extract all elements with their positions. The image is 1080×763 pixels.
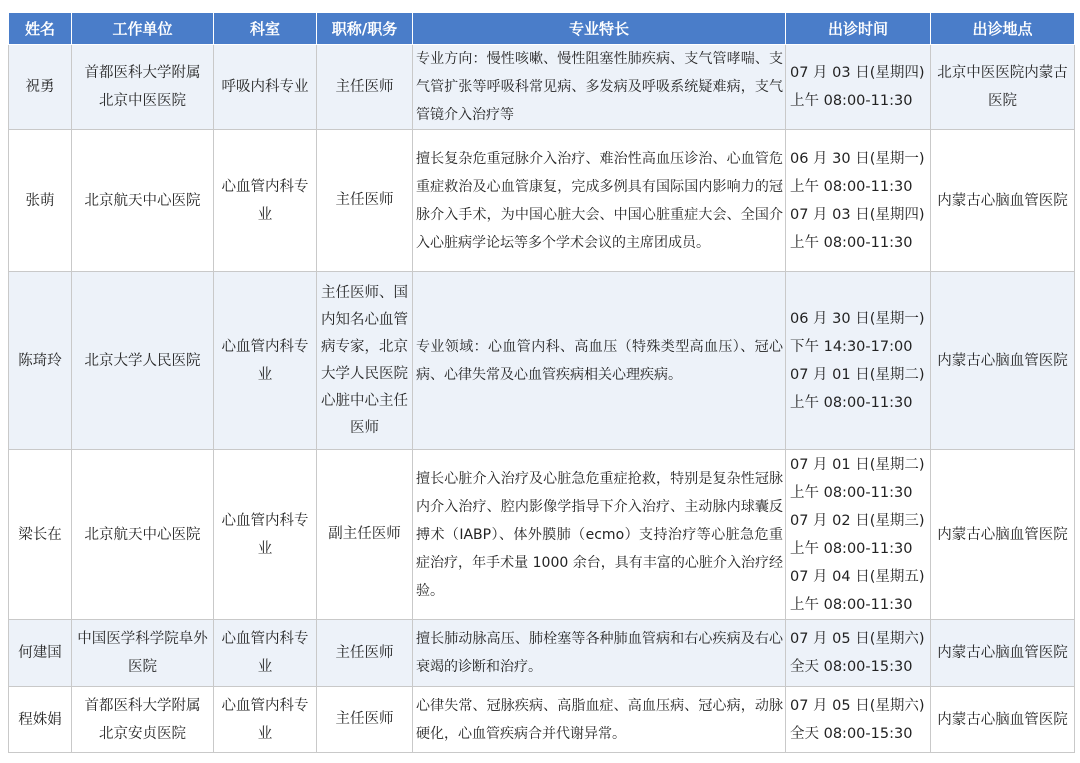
doctor-name: 张萌 bbox=[9, 130, 72, 272]
specialty: 擅长肺动脉高压、肺栓塞等各种肺血管病和右心疾病及右心衰竭的诊断和治疗。 bbox=[413, 620, 786, 687]
job-title: 主任医师、国内知名心血管病专家，北京大学人民医院心脏中心主任医师 bbox=[317, 272, 413, 450]
department: 心血管内科专业 bbox=[214, 620, 317, 687]
specialty: 专业领域：心血管内科、高血压（特殊类型高血压）、冠心病、心律失常及心血管疾病相关心理疾病。 bbox=[413, 272, 786, 450]
work-unit: 北京航天中心医院 bbox=[72, 450, 214, 620]
work-unit: 北京航天中心医院 bbox=[72, 130, 214, 272]
clinic-time: 07 月 03 日(星期四) 上午 08:00-11:30 bbox=[786, 45, 931, 130]
table-row bbox=[9, 687, 1075, 753]
clinic-time: 07 月 05 日(星期六) 全天 08:00-15:30 bbox=[786, 687, 931, 753]
specialty: 心律失常、冠脉疾病、高脂血症、高血压病、冠心病，动脉硬化，心血管疾病合并代谢异常。 bbox=[413, 687, 786, 753]
job-title: 主任医师 bbox=[317, 130, 413, 272]
work-unit: 中国医学科学院阜外医院 bbox=[72, 620, 214, 687]
doctor-name: 梁长在 bbox=[9, 450, 72, 620]
header-specialty: 专业特长 bbox=[413, 13, 786, 45]
specialty: 专业方向：慢性咳嗽、慢性阻塞性肺疾病、支气管哮喘、支气管扩张等呼吸科常见病、多发病及呼吸系统疑难病，支气管镜介入治疗等 bbox=[413, 45, 786, 130]
department: 心血管内科专业 bbox=[214, 687, 317, 753]
doctor-name: 何建国 bbox=[9, 620, 72, 687]
table-header-row bbox=[9, 13, 1075, 45]
specialty: 擅长复杂危重冠脉介入治疗、难治性高血压诊治、心血管危重症救治及心血管康复，完成多例具有国际国内影响力的冠脉介入手术，为中国心脏大会、中国心脏重症大会、全国介入心脏病学论坛等多个学术会议的主席团成员。 bbox=[413, 130, 786, 272]
table-row bbox=[9, 272, 1075, 450]
table-row bbox=[9, 45, 1075, 130]
doctor-name: 陈琦玲 bbox=[9, 272, 72, 450]
clinic-location: 内蒙古心脑血管医院 bbox=[931, 620, 1075, 687]
department: 呼吸内科专业 bbox=[214, 45, 317, 130]
job-title: 副主任医师 bbox=[317, 450, 413, 620]
schedule-table bbox=[8, 12, 1075, 753]
doctor-name: 祝勇 bbox=[9, 45, 72, 130]
specialty: 擅长心脏介入治疗及心脏急危重症抢救，特别是复杂性冠脉内介入治疗、腔内影像学指导下介入治疗、主动脉内球囊反搏术（IABP）、体外膜肺（ecmo）支持治疗等心脏急危重症治疗，年手术量 1000 余台，具有丰富的心脏介入治疗经验。 bbox=[413, 450, 786, 620]
header-location: 出诊地点 bbox=[931, 13, 1075, 45]
header-time: 出诊时间 bbox=[786, 13, 931, 45]
table-row bbox=[9, 450, 1075, 620]
header-unit: 工作单位 bbox=[72, 13, 214, 45]
job-title: 主任医师 bbox=[317, 45, 413, 130]
clinic-time: 07 月 05 日(星期六) 全天 08:00-15:30 bbox=[786, 620, 931, 687]
clinic-location: 内蒙古心脑血管医院 bbox=[931, 272, 1075, 450]
header-title: 职称/职务 bbox=[317, 13, 413, 45]
work-unit: 首都医科大学附属 北京安贞医院 bbox=[72, 687, 214, 753]
work-unit: 首都医科大学附属 北京中医医院 bbox=[72, 45, 214, 130]
doctor-schedule bbox=[8, 12, 1074, 753]
doctor-name: 程姝娟 bbox=[9, 687, 72, 753]
table-row bbox=[9, 130, 1075, 272]
clinic-location: 北京中医医院内蒙古医院 bbox=[931, 45, 1075, 130]
clinic-time: 07 月 01 日(星期二) 上午 08:00-11:30 07 月 02 日(星期三) 上午 08:00-11:30 07 月 04 日(星期五) 上午 08:00-11:30 bbox=[786, 450, 931, 620]
clinic-time: 06 月 30 日(星期一) 下午 14:30-17:00 07 月 01 日(星期二) 上午 08:00-11:30 bbox=[786, 272, 931, 450]
header-name: 姓名 bbox=[9, 13, 72, 45]
department: 心血管内科专业 bbox=[214, 130, 317, 272]
clinic-location: 内蒙古心脑血管医院 bbox=[931, 450, 1075, 620]
department: 心血管内科专业 bbox=[214, 450, 317, 620]
work-unit: 北京大学人民医院 bbox=[72, 272, 214, 450]
job-title: 主任医师 bbox=[317, 687, 413, 753]
clinic-time: 06 月 30 日(星期一) 上午 08:00-11:30 07 月 03 日(星期四) 上午 08:00-11:30 bbox=[786, 130, 931, 272]
clinic-location: 内蒙古心脑血管医院 bbox=[931, 687, 1075, 753]
clinic-location: 内蒙古心脑血管医院 bbox=[931, 130, 1075, 272]
table-row bbox=[9, 620, 1075, 687]
job-title: 主任医师 bbox=[317, 620, 413, 687]
department: 心血管内科专业 bbox=[214, 272, 317, 450]
header-department: 科室 bbox=[214, 13, 317, 45]
